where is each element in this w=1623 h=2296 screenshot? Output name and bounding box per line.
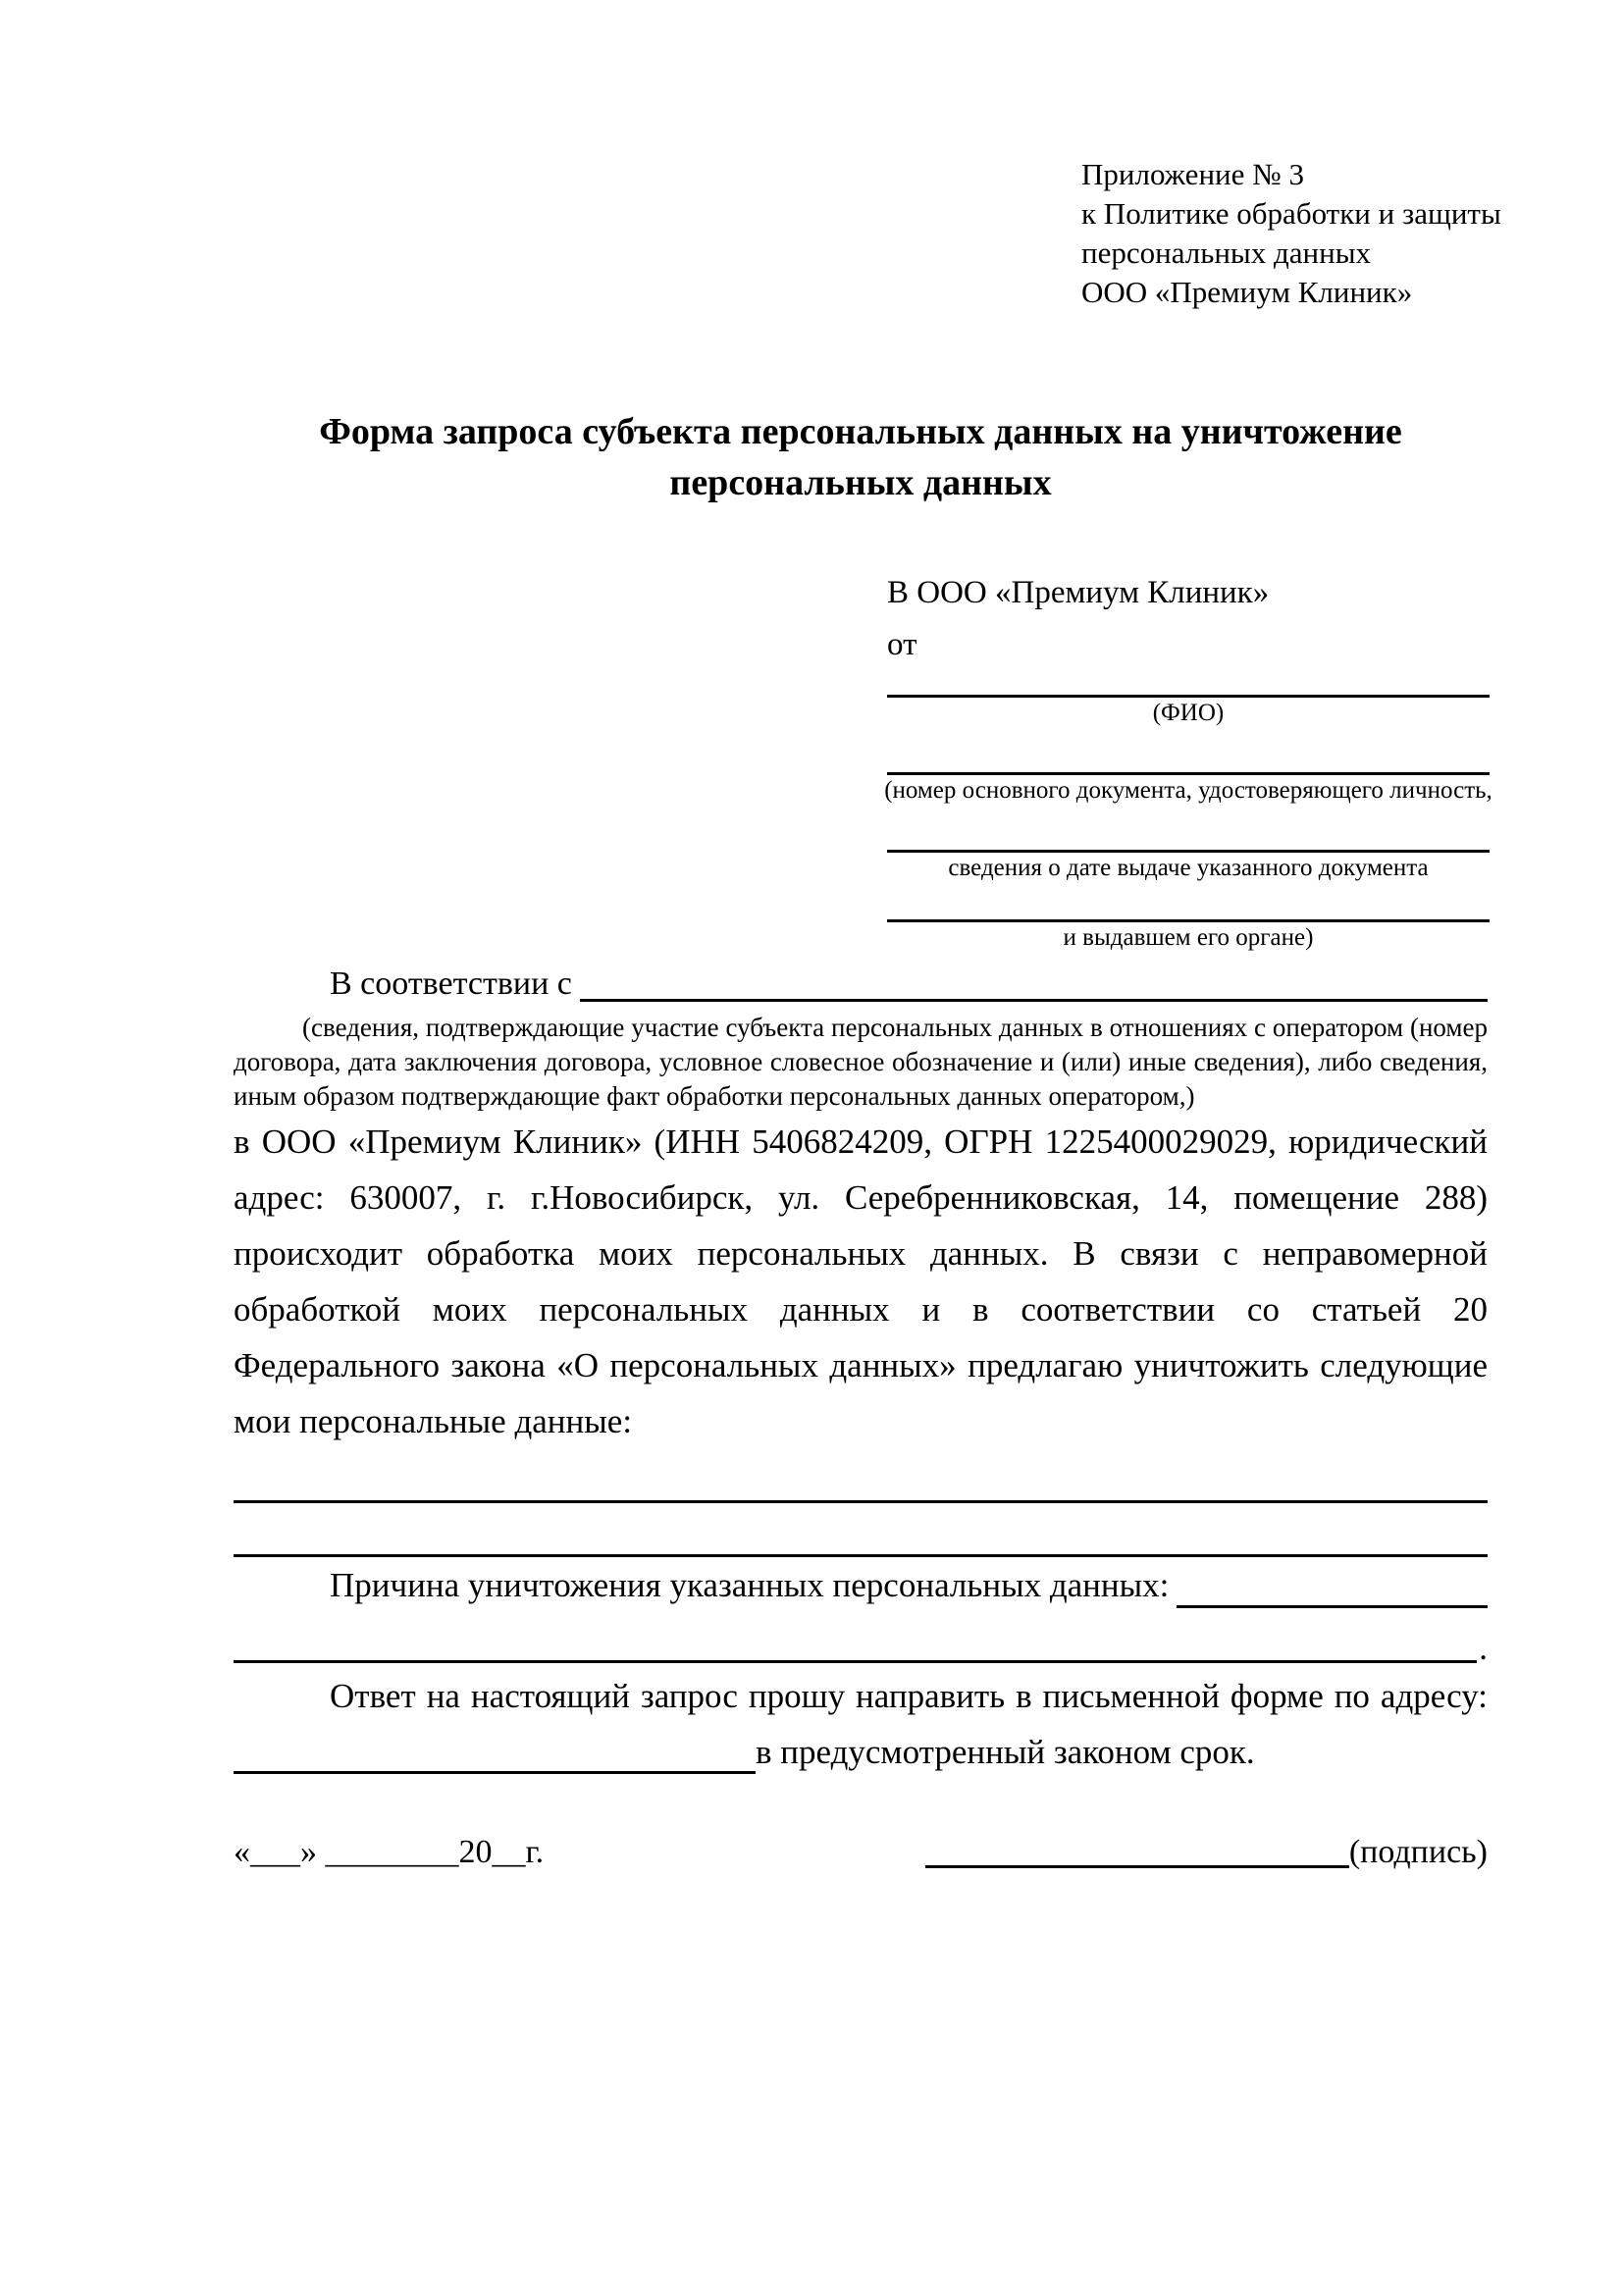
fio-field: [887, 695, 1490, 729]
doc-number-caption: (номер основного документа, удостоверяющего личность,: [884, 777, 1492, 804]
signature-caption: (подпись): [1348, 1834, 1488, 1870]
appendix-line: персональных данных: [1081, 235, 1372, 270]
appendix-line: к Политике обработки и защиты: [1081, 196, 1501, 231]
reason-continuation-line: [234, 1613, 1488, 1668]
accordance-note: (сведения, подтверждающие участие субъекта персональных данных в отношениях с оператором (номер договора, дата заключения договора, условное словесное обозначение и (или) иные сведения), либо сведения, иным образом подтверждающие факт обработки персональных данных оператором,): [234, 1013, 1488, 1111]
document-title: Форма запроса субъекта персональных данных на уничтожение персональных данных: [319, 411, 1402, 503]
response-address-line: [234, 1724, 1488, 1780]
addressee-from: от: [887, 627, 917, 662]
reason-continuation-fill: [234, 1660, 1477, 1663]
blank-line-2: [234, 1503, 1488, 1557]
issuing-authority-caption: и выдавшем его органе): [1063, 924, 1314, 951]
signature-row: [234, 1831, 1488, 1874]
accordance-lead: В соответствии с: [330, 965, 572, 1002]
issue-date-caption: сведения о дате выдаче указанного документа: [948, 855, 1429, 881]
fio-caption: (ФИО): [1152, 700, 1225, 726]
response-paragraph: Ответ на настоящий запрос прошу направить в письменной форме по адресу:: [330, 1677, 1488, 1715]
issuing-authority-field: [887, 919, 1490, 954]
signature-line: [925, 1865, 1349, 1868]
address-fill-line: [234, 1771, 756, 1774]
accordance-line: [234, 962, 1488, 1007]
accordance-fill-line: [580, 999, 1488, 1002]
addressee-block: [884, 567, 1492, 954]
addressee-to: В ООО «Премиум Клиник»: [887, 575, 1270, 610]
doc-number-field: [884, 772, 1492, 807]
reason-line: [234, 1557, 1488, 1613]
blank-line-1: [234, 1449, 1488, 1503]
reason-fill-line: [1177, 1605, 1488, 1608]
appendix-line: Приложение № 3: [1081, 157, 1304, 191]
response-suffix: в предусмотренный законом срок.: [756, 1733, 1255, 1771]
sentence-period: .: [1479, 1629, 1488, 1667]
body-paragraph: в ООО «Премиум Клиник» (ИНН 5406824209, ОГРН 1225400029029, юридический адрес: 630007, г. г.Новосибирск, ул. Серебренниковская, 14, помещение 288) происходит обработка моих персональных данных. В связи с неправомерной обработкой моих персональных данных и в соответствии со статьей 20 Федерального закона «О персональных данных» предлагаю уничтожить следующие мои персональные данные:: [234, 1122, 1488, 1440]
appendix-header: [1081, 155, 1501, 312]
issue-date-field: [887, 850, 1490, 884]
signature-group: [925, 1831, 1488, 1874]
date-placeholder: «___» ________20__г.: [234, 1834, 545, 1870]
reason-label: Причина уничтожения указанных персональных данных:: [330, 1566, 1170, 1604]
appendix-line: ООО «Премиум Клиник»: [1081, 275, 1413, 309]
